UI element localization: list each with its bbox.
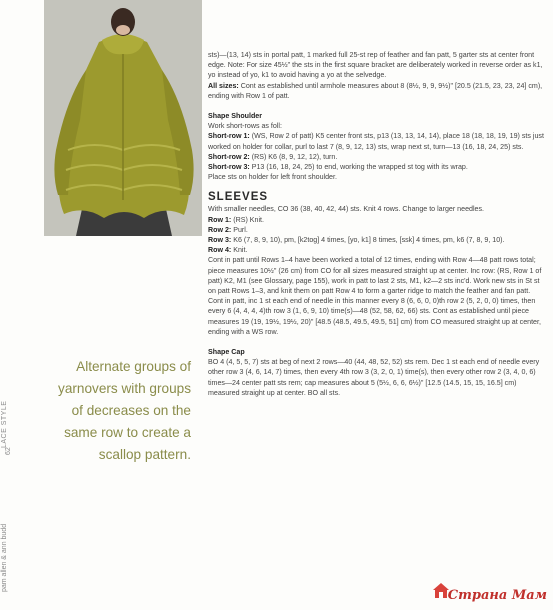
heading-shape-cap: Shape Cap (208, 348, 245, 357)
cardigan-photo-illustration (44, 0, 202, 236)
short-row-2-label: Short-row 2: (208, 152, 250, 161)
all-sizes-label: All sizes: (208, 81, 239, 90)
row-4-label: Row 4: (208, 246, 232, 255)
spine-title: LACE STYLE (1, 400, 8, 448)
short-row-1-label: Short-row 1: (208, 132, 250, 141)
row-3-label: Row 3: (208, 236, 232, 245)
row-2 (208, 225, 544, 235)
row-1-text: (RS) Knit. (231, 215, 264, 224)
row-1 (208, 215, 544, 225)
short-row-2-text: (RS) K6 (8, 9, 12, 12), turn. (249, 152, 338, 161)
short-row-3-text: P13 (16, 18, 24, 25) to end, working the wrapped st tog with its wrap. (249, 163, 468, 172)
heading-sleeves: SLEEVES (208, 191, 269, 204)
row-3-text: K6 (7, 8, 9, 10), pm, [k2tog] 4 times, [yo, k1] 8 times, [ssk] 4 times, pm, k6 (7, 8, 9, 10). (231, 236, 505, 245)
short-row-2 (208, 152, 544, 162)
paragraph-continue: Cont in patt until Rows 1–4 have been worked a total of 12 times, ending with Row 4—48 patt rows total; piece measures 10½" (26 cm) from CO for all sizes measured straight up at center. Inc row: (RS, Row 1 of patt) K2, M1 (see Glossary, page 155), work in patt to last 2 sts, M1, k2—2 sts inc'd. Work new sts in St st on patt Rows 1–3, and knit them on patt Row 4 to form a garter ridge to match the feather and fan patt. Cont in patt, inc 1 st each end of needle in this manner every 8 (6, 6, 0, 0)th row 2 (5, 2, 0, 0) times, then every 6 (4, 4, 4, 4)th row 3 (1, 6, 9, 10) time(s)—48 (52, 58, 62, 66) sts. Cont as established until piece measures 19 (19, 19½, 19½, 20)" [48.5 (48.5, 49.5, 49.5, 51] cm) from CO measured straight up at center, ending with a WS row. (208, 256, 542, 336)
shoulder-intro: Work short-rows as foll: (208, 122, 282, 131)
spine-running-head (1, 330, 15, 610)
row-4-text: Knit. (231, 246, 248, 255)
paragraph-all-sizes (208, 81, 544, 101)
paragraph-cap: BO 4 (4, 5, 5, 7) sts at beg of next 2 rows—40 (44, 48, 52, 52) sts rem. Dec 1 st each end of needle every other row 3 (4, 6, 14, 7) times, then every 4th row 3 (3, 2, 0, 1) time(s), then every other row 2 (3, 4, 0, 6) times—24 center patt sts rem; cap measures about 5 (5½, 6, 6, 6½)" [12.5 (14.5, 15, 15, 16.5] cm) measured straight up at center. BO all sts. (208, 358, 540, 397)
pull-quote: Alternate groups of yarnovers with groups of decreases on the same row to create a scallop pattern. (58, 359, 191, 462)
short-row-1 (208, 131, 544, 151)
all-sizes-text: Cont as established until armhole measures about 8 (8½, 9, 9, 9½)" [20.5 (21.5, 23, 23, 24] cm), ending with Row 1 of patt. (208, 81, 543, 100)
heading-shape-shoulder: Shape Shoulder (208, 112, 262, 121)
paragraph-front: sts)—(13, 14) sts in portal patt, 1 marked full 25-st rep of feather and fan patt, 5 garter sts at center front edge. Note: For size 45½" the sts in the first square bracket are deliberately worked in reverse order as k1, yo instead of yo, k1 to avoid having a yo at the selvedge. (208, 51, 543, 80)
row-2-label: Row 2: (208, 225, 232, 234)
short-row-3 (208, 162, 544, 172)
spine-publisher: pam allen & ann budd (1, 523, 8, 592)
pattern-text-column (208, 50, 544, 398)
sleeves-intro: With smaller needles, CO 36 (38, 40, 42, 44) sts. Knit 4 rows. Change to larger needles. (208, 205, 485, 214)
page-number: 62 (5, 447, 12, 455)
short-row-1-text: (WS, Row 2 of patt) K5 center front sts, p13 (13, 13, 14, 14), place 18 (18, 18, 19, 19) sts just worked on holder for collar, purl to last 7 (8, 9, 12, 13) sts, wrap next st, turn—13 (16, 18, 24, 25) sts. (208, 132, 544, 151)
row-2-text: Purl. (231, 225, 248, 234)
row-1-label: Row 1: (208, 215, 232, 224)
holder-note: Place sts on holder for left front shoulder. (208, 173, 337, 182)
site-watermark: Страна Мам (447, 588, 547, 603)
short-row-3-label: Short-row 3: (208, 163, 250, 172)
row-3 (208, 235, 544, 245)
knit-cardigan-photo (44, 0, 202, 236)
row-4 (208, 245, 544, 255)
